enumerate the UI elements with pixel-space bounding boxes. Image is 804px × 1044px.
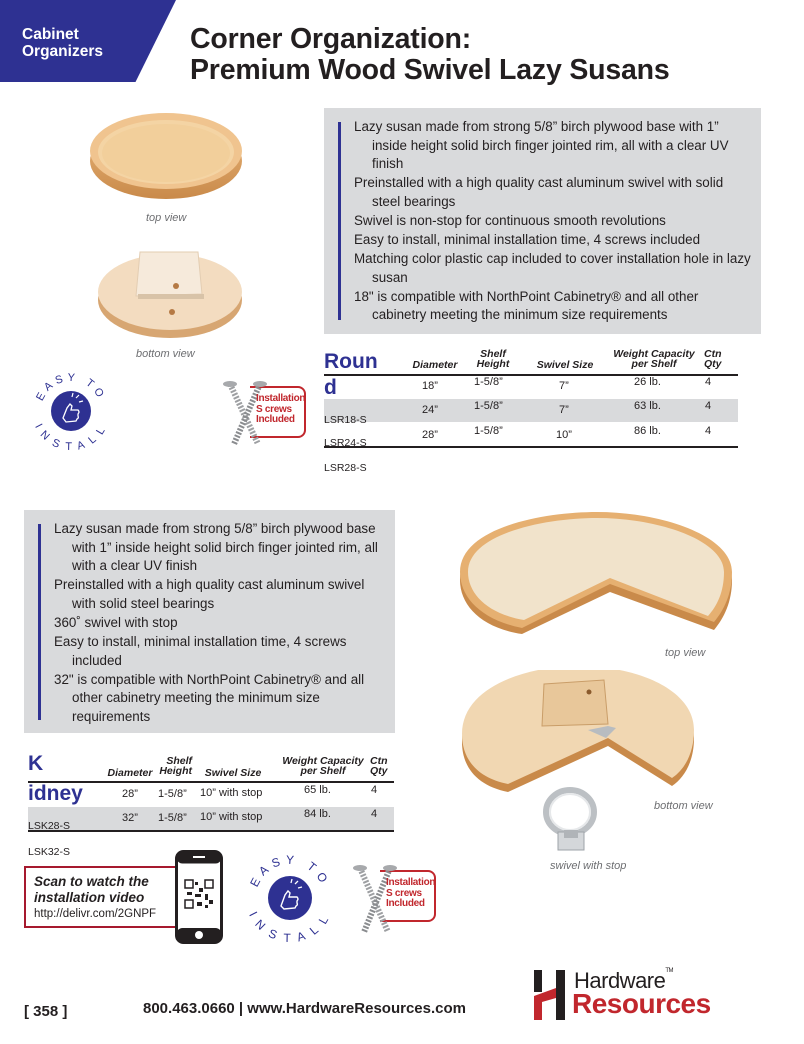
category-line-1: Cabinet bbox=[22, 26, 79, 43]
col-shelf-height: Shelf Height bbox=[159, 755, 192, 777]
svg-text:EASY TO: EASY TO bbox=[247, 852, 333, 890]
col-shelf-height: Shelf Height bbox=[476, 348, 510, 370]
kidney-top-view-caption: top view bbox=[665, 647, 706, 659]
row-shade bbox=[324, 399, 738, 422]
svg-text:INSTALL: INSTALL bbox=[246, 909, 334, 944]
table-bottom-rule bbox=[28, 830, 394, 832]
video-url-link[interactable]: http://delivr.com/2GNPF bbox=[34, 908, 157, 920]
kidney-bottom-view-caption: bottom view bbox=[654, 800, 713, 812]
col-swivel-size: Swivel Size bbox=[204, 767, 262, 779]
col-ctn-qty: Ctn Qty bbox=[704, 348, 722, 370]
installation-screws-badge bbox=[222, 378, 308, 448]
feature-item: Lazy susan made from strong 5/8” birch plywood base with 1” inside height solid birch finger jointed rim, all with a clear UV finish bbox=[54, 521, 378, 574]
svg-text:INSTALL: INSTALL bbox=[32, 421, 110, 454]
feature-item: Easy to install, minimal installation time, 4 screws included bbox=[354, 232, 701, 248]
col-swivel-size: Swivel Size bbox=[536, 359, 594, 371]
round-table-title-wrap: d bbox=[324, 376, 337, 399]
installation-screws-badge bbox=[352, 862, 438, 936]
svg-text:EASY TO: EASY TO bbox=[34, 371, 108, 403]
screws-line-3: Included bbox=[386, 898, 425, 909]
kidney-spec-table: K idney Diameter Shelf Height Swivel Size Weight Capacity per Shelf Ctn Qty 28” 1-5/8” 10” with stop 65 lb. 4 32” 1-5/8” 10” with stop 84 lb. 4 LSK28-S LSK32-S bbox=[28, 750, 398, 860]
footer-contact[interactable]: 800.463.0660 | www.HardwareResources.com bbox=[143, 1000, 466, 1017]
phone-qr-code[interactable] bbox=[175, 850, 223, 944]
scan-video-box[interactable] bbox=[24, 866, 184, 928]
screws-line-1: Installation bbox=[256, 393, 306, 404]
feature-item: 360˚ swivel with stop bbox=[54, 614, 178, 630]
logo-mark-icon bbox=[534, 970, 568, 1020]
feature-item: Easy to install, minimal installation time, 4 screws included bbox=[54, 634, 347, 668]
easy-install-icon bbox=[28, 368, 114, 454]
table-top-rule bbox=[324, 374, 738, 376]
sku-label: LSR28-S bbox=[324, 462, 367, 474]
qr-code-icon bbox=[175, 850, 223, 944]
table-bottom-rule bbox=[324, 446, 738, 448]
round-bottom-view-caption: bottom view bbox=[136, 348, 195, 360]
sku-label: LSK32-S bbox=[28, 846, 71, 858]
page-title bbox=[190, 24, 670, 86]
screws-line-2: S crews bbox=[256, 403, 292, 415]
hardware-resources-logo bbox=[534, 968, 744, 1022]
col-weight-capacity: Weight Capacity per Shelf bbox=[282, 755, 364, 777]
round-spec-table: Roun d Diameter Shelf Height Swivel Size Weight Capacity per Shelf Ctn Qty 18” 1-5/8” 7” 26 lb. 4 24” 1-5/8” 7” 63 lb. 4 28” 1-5/8” 10” 86 lb. 4 LSR18-S LSR24-S LSR28-S bbox=[324, 344, 762, 474]
video-line-2: installation video bbox=[34, 890, 145, 905]
sku-label: LSK28-S bbox=[28, 820, 71, 832]
round-features-panel bbox=[324, 108, 761, 334]
kidney-features-panel bbox=[24, 510, 395, 733]
kidney-table-title-wrap: idney bbox=[28, 782, 83, 805]
sku-label: LSR18-S bbox=[324, 414, 367, 426]
feature-item: Matching color plastic cap included to cover installation hole in lazy susan bbox=[354, 251, 751, 285]
feature-accent-bar bbox=[338, 122, 341, 320]
feature-accent-bar bbox=[38, 524, 41, 720]
easy-install-icon bbox=[244, 852, 336, 944]
feature-item: Preinstalled with a high quality cast aluminum swivel with solid steel bearings bbox=[54, 577, 365, 611]
feature-item: 32" is compatible with NorthPoint Cabinetry® and all other cabinetry meeting the minimum size requirements bbox=[54, 671, 365, 724]
round-top-view-caption: top view bbox=[146, 212, 187, 224]
swivel-caption: swivel with stop bbox=[550, 860, 627, 872]
table-top-rule bbox=[28, 781, 394, 783]
feature-item: Preinstalled with a high quality cast aluminum swivel with solid steel bearings bbox=[354, 175, 724, 209]
logo-hardware-text: Hardware bbox=[574, 968, 666, 993]
title-line-1: Corner Organization: bbox=[190, 23, 472, 55]
screws-line-1: Installation bbox=[386, 877, 436, 888]
screws-line-3: Included bbox=[256, 414, 295, 425]
title-line-2: Premium Wood Swivel Lazy Susans bbox=[190, 54, 670, 86]
col-diameter: Diameter bbox=[107, 767, 153, 779]
round-bottom-view-image bbox=[92, 238, 252, 346]
feature-item: Lazy susan made from strong 5/8” birch plywood base with 1” inside height solid birch finger jointed rim, all with a clear UV finish bbox=[354, 119, 729, 172]
feature-item: Swivel is non-stop for continuous smooth revolutions bbox=[354, 212, 666, 228]
easy-to-install-badge bbox=[244, 852, 336, 944]
kidney-table-title: K bbox=[28, 752, 44, 775]
video-line-1: Scan to watch the bbox=[34, 874, 149, 889]
easy-to-install-badge bbox=[28, 368, 114, 454]
trademark: TM bbox=[665, 968, 674, 974]
round-feature-list bbox=[354, 118, 754, 326]
screws-line-2: S crews bbox=[386, 887, 422, 899]
logo-resources-text: Resources bbox=[572, 988, 711, 1019]
category-label bbox=[22, 26, 103, 60]
col-weight-capacity: Weight Capacity per Shelf bbox=[613, 348, 695, 370]
kidney-bottom-view-image bbox=[458, 670, 698, 794]
sku-label: LSR24-S bbox=[324, 437, 367, 449]
page-number: [ 358 ] bbox=[24, 1003, 68, 1020]
round-table-title: Roun bbox=[324, 350, 378, 373]
swivel-with-stop-image bbox=[542, 786, 598, 856]
category-line-2: Organizers bbox=[22, 43, 103, 60]
feature-item: 18" is compatible with NorthPoint Cabinetry® and all other cabinetry meeting the minimum size requirements bbox=[354, 288, 699, 323]
col-ctn-qty: Ctn Qty bbox=[370, 755, 388, 777]
round-top-view-image bbox=[86, 95, 246, 207]
kidney-top-view-image bbox=[452, 510, 742, 642]
col-diameter: Diameter bbox=[412, 359, 458, 371]
kidney-feature-list bbox=[54, 520, 390, 727]
